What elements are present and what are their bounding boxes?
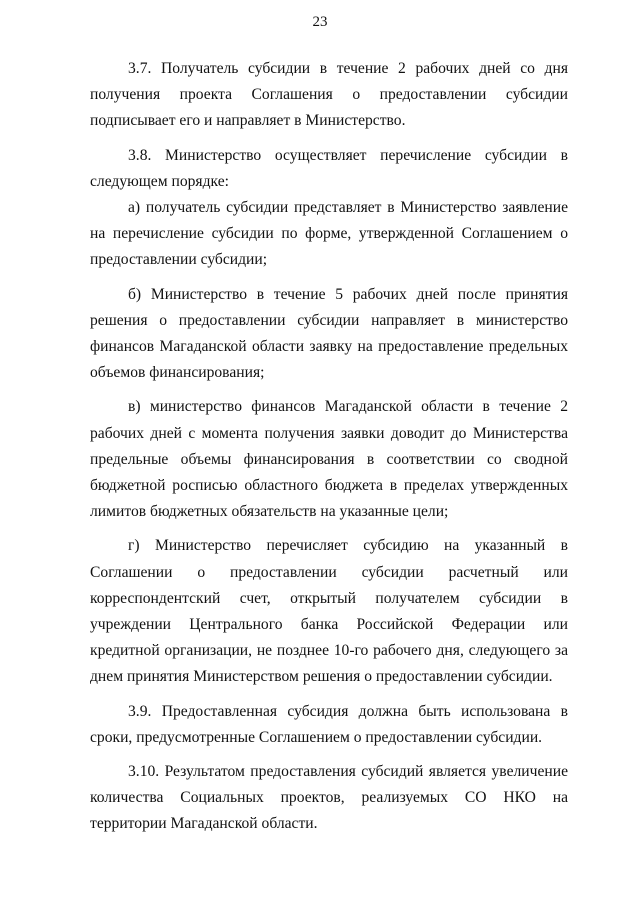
paragraph-3-8-a: а) получатель субсидии представляет в Министерство заявление на перечисление субсидии по форме, утвержденной Соглашением о предоставлении субсидии;	[90, 199, 568, 269]
document-body	[90, 56, 568, 846]
paragraph-3-9: 3.9. Предоставленная субсидия должна быть использована в сроки, предусмотренные Соглашением о предоставлении субсидии.	[90, 702, 568, 746]
paragraph-3-7: 3.7. Получатель субсидии в течение 2 рабочих дней со дня получения проекта Соглашения о предоставлении субсидии подписывает его и направляет в Министерство.	[90, 60, 568, 130]
paragraph-3-8-g: г) Министерство перечисляет субсидию на указанный в Соглашении о предоставлении субсидии расчетный или корреспондентский счет, открытый получателем субсидии в учреждении Центрального банка Российской Федерации или кредитной организации, не позднее 10-го рабочего дня, следующего за днем принятия Министерством решения о предоставлении субсидии.	[90, 537, 568, 686]
paragraph-3-8-v: в) министерство финансов Магаданской области в течение 2 рабочих дней с момента получения заявки доводит до Министерства предельные объемы финансирования в соответствии со сводной бюджетной росписью областного бюджета в пределах утвержденных лимитов бюджетных обязательств на указанные цели;	[90, 398, 568, 521]
page-number: 23	[312, 14, 328, 30]
paragraph-3-8: 3.8. Министерство осуществляет перечисление субсидии в следующем порядке:	[90, 146, 568, 190]
paragraph-3-8-b: б) Министерство в течение 5 рабочих дней после принятия решения о предоставлении субсидии направляет в министерство финансов Магаданской области заявку на предоставление предельных объемов финансирования;	[90, 285, 568, 382]
paragraph-3-10: 3.10. Результатом предоставления субсидий является увеличение количества Социальных проектов, реализуемых СО НКО на территории Магаданской области.	[90, 763, 568, 833]
